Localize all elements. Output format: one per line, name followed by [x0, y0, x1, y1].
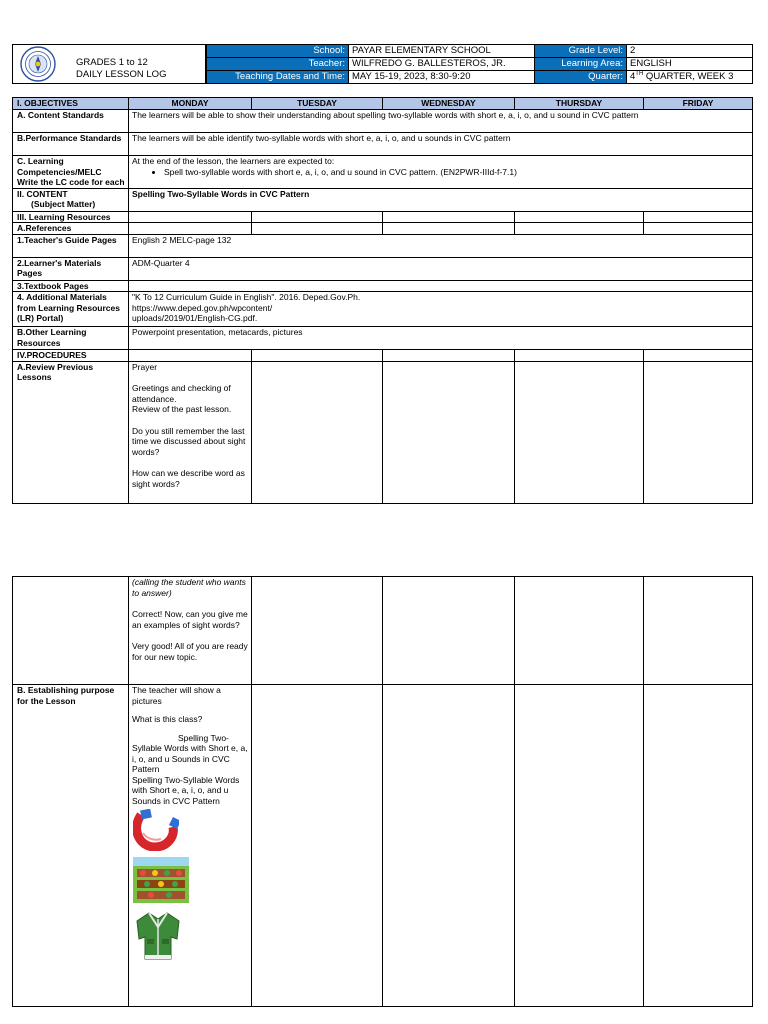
- quarter-value: [627, 71, 753, 84]
- dates-label: Teaching Dates and Time:: [207, 71, 349, 84]
- establishing-purpose-monday: [129, 685, 252, 1007]
- review-continued-monday: [129, 577, 252, 685]
- textbook-pages-label: 3.Textbook Pages: [13, 280, 129, 292]
- review-question-3: Correct! Now, can you give me an examples of sight words?: [132, 609, 248, 630]
- table-row: [13, 188, 753, 211]
- table-row: [13, 577, 753, 685]
- quarter-rest: QUARTER, WEEK 3: [643, 71, 734, 82]
- additional-materials-text: [129, 292, 753, 327]
- title-grades: GRADES 1 to 12: [76, 57, 148, 68]
- table-row: [13, 361, 753, 503]
- school-label: School:: [207, 45, 349, 58]
- additional-materials-link: https://www.deped.gov.ph/wpcontent/: [132, 302, 273, 313]
- col-objectives: I. OBJECTIVES: [13, 98, 129, 110]
- competencies-intro: At the end of the lesson, the learners are expected to:: [132, 156, 335, 166]
- lesson-table-page2: [12, 576, 753, 1007]
- table-row: [13, 156, 753, 189]
- additional-materials-line3: uploads/2019/01/English-CG.pdf.: [132, 313, 258, 323]
- content-label-line1: II. CONTENT: [17, 188, 68, 199]
- content-label: [13, 188, 129, 211]
- column-header-row: [13, 98, 753, 110]
- table-row: [13, 257, 753, 280]
- review-prayer: Prayer: [132, 361, 158, 372]
- title-dll: DAILY LESSON LOG: [76, 69, 167, 80]
- competencies-text: [129, 156, 753, 189]
- header-info-table: [206, 44, 753, 84]
- teachers-guide-text: English 2 MELC-page 132: [129, 234, 753, 257]
- grade-label: Grade Level:: [535, 45, 627, 58]
- review-closing: Very good! All of you are ready for our new topic.: [132, 641, 248, 662]
- dates-value: MAY 15-19, 2023, 8:30-9:20: [349, 71, 535, 84]
- review-question-2: How can we describe word as sight words?: [132, 468, 245, 489]
- table-row: [13, 350, 753, 362]
- table-row: [13, 223, 753, 235]
- content-subject-matter: Spelling Two-Syllable Words in CVC Pattern: [129, 188, 753, 211]
- review-calling-student: (calling the student who wants to answer): [132, 577, 246, 598]
- continued-label: [13, 577, 129, 685]
- additional-materials-label: 4. Additional Materials from Learning Resources (LR) Portal): [13, 292, 129, 327]
- table-row: [13, 685, 753, 1007]
- table-row: [13, 292, 753, 327]
- content-standards-text: The learners will be able to show their understanding about spelling two-syllable words with short e, a, i, o, and u sound in CVC pattern: [129, 110, 753, 133]
- purpose-show-pictures: The teacher will show a pictures: [132, 685, 221, 706]
- deped-seal-icon: [20, 46, 56, 82]
- additional-materials-line1: "K To 12 Curriculum Guide in English". 2016. Deped.Gov.Ph.: [132, 292, 361, 302]
- other-resources-text: Powerpoint presentation, metacards, pictures: [129, 327, 753, 350]
- table-row: [13, 280, 753, 292]
- col-friday: FRIDAY: [644, 98, 753, 110]
- learners-materials-label: 2.Learner's Materials Pages: [13, 257, 129, 280]
- competency-bullet: • Spell two-syllable words with short e, a, i, o, and u sound in CVC pattern. (EN2PWR-IIId-f-7.1): [164, 167, 749, 178]
- textbook-pages-text: [129, 280, 753, 292]
- review-greetings: Greetings and checking of attendance. Review of the past lesson.: [132, 383, 232, 414]
- learners-materials-text: ADM-Quarter 4: [129, 257, 753, 280]
- table-row: [13, 234, 753, 257]
- table-row: [13, 211, 753, 223]
- procedures-label: IV.PROCEDURES: [13, 350, 129, 362]
- jacket-picture-icon: [133, 909, 183, 961]
- other-resources-label: B.Other Learning Resources: [13, 327, 129, 350]
- grade-value: 2: [627, 45, 753, 58]
- log-title: [76, 57, 166, 81]
- garden-picture-icon: [133, 857, 189, 903]
- learning-resources-label: III. Learning Resources: [13, 211, 129, 223]
- area-value: ENGLISH: [627, 58, 753, 71]
- competencies-label: [13, 156, 129, 189]
- references-label: A.References: [13, 223, 129, 235]
- lesson-table-page1: [12, 97, 753, 504]
- performance-standards-label: B.Performance Standards: [13, 133, 129, 156]
- purpose-question: What is this class?: [132, 714, 203, 724]
- magnet-picture-icon: [133, 809, 179, 851]
- teacher-label: Teacher:: [207, 58, 349, 71]
- teacher-value: WILFREDO G. BALLESTEROS, JR.: [349, 58, 535, 71]
- table-row: [13, 133, 753, 156]
- teachers-guide-label: 1.Teacher's Guide Pages: [13, 234, 129, 257]
- review-lessons-monday: [129, 361, 252, 503]
- content-label-line2: (Subject Matter): [31, 199, 96, 209]
- content-standards-label: A. Content Standards: [13, 110, 129, 133]
- review-lessons-label: A.Review Previous Lessons: [13, 361, 129, 503]
- review-question-1: Do you still remember the last time we discussed about sight words?: [132, 425, 246, 457]
- col-thursday: THURSDAY: [515, 98, 644, 110]
- quarter-label: Quarter:: [535, 71, 627, 84]
- quarter-suffix: TH: [635, 70, 644, 77]
- quarter-number: 4: [630, 71, 636, 82]
- table-row: [13, 110, 753, 133]
- col-wednesday: WEDNESDAY: [383, 98, 515, 110]
- competencies-label-line2: Write the LC code for each: [17, 177, 125, 187]
- establishing-purpose-label: B. Establishing purpose for the Lesson: [13, 685, 129, 1007]
- col-monday: MONDAY: [129, 98, 252, 110]
- competencies-label-line1: C. Learning Competencies/MELC: [17, 156, 102, 177]
- area-label: Learning Area:: [535, 58, 627, 71]
- purpose-topic-1: Spelling Two-Syllable Words with Short e, a, i, o, and u Sounds in CVC Pattern: [132, 732, 248, 774]
- purpose-topic-2: Spelling Two-Syllable Words with Short e, a, i, o, and u Sounds in CVC Pattern: [132, 774, 240, 806]
- col-tuesday: TUESDAY: [252, 98, 383, 110]
- table-row: [13, 327, 753, 350]
- performance-standards-text: The learners will be able identify two-syllable words with short e, a, i, o, and u sounds in CVC pattern: [129, 133, 753, 156]
- school-value: PAYAR ELEMENTARY SCHOOL: [349, 45, 535, 58]
